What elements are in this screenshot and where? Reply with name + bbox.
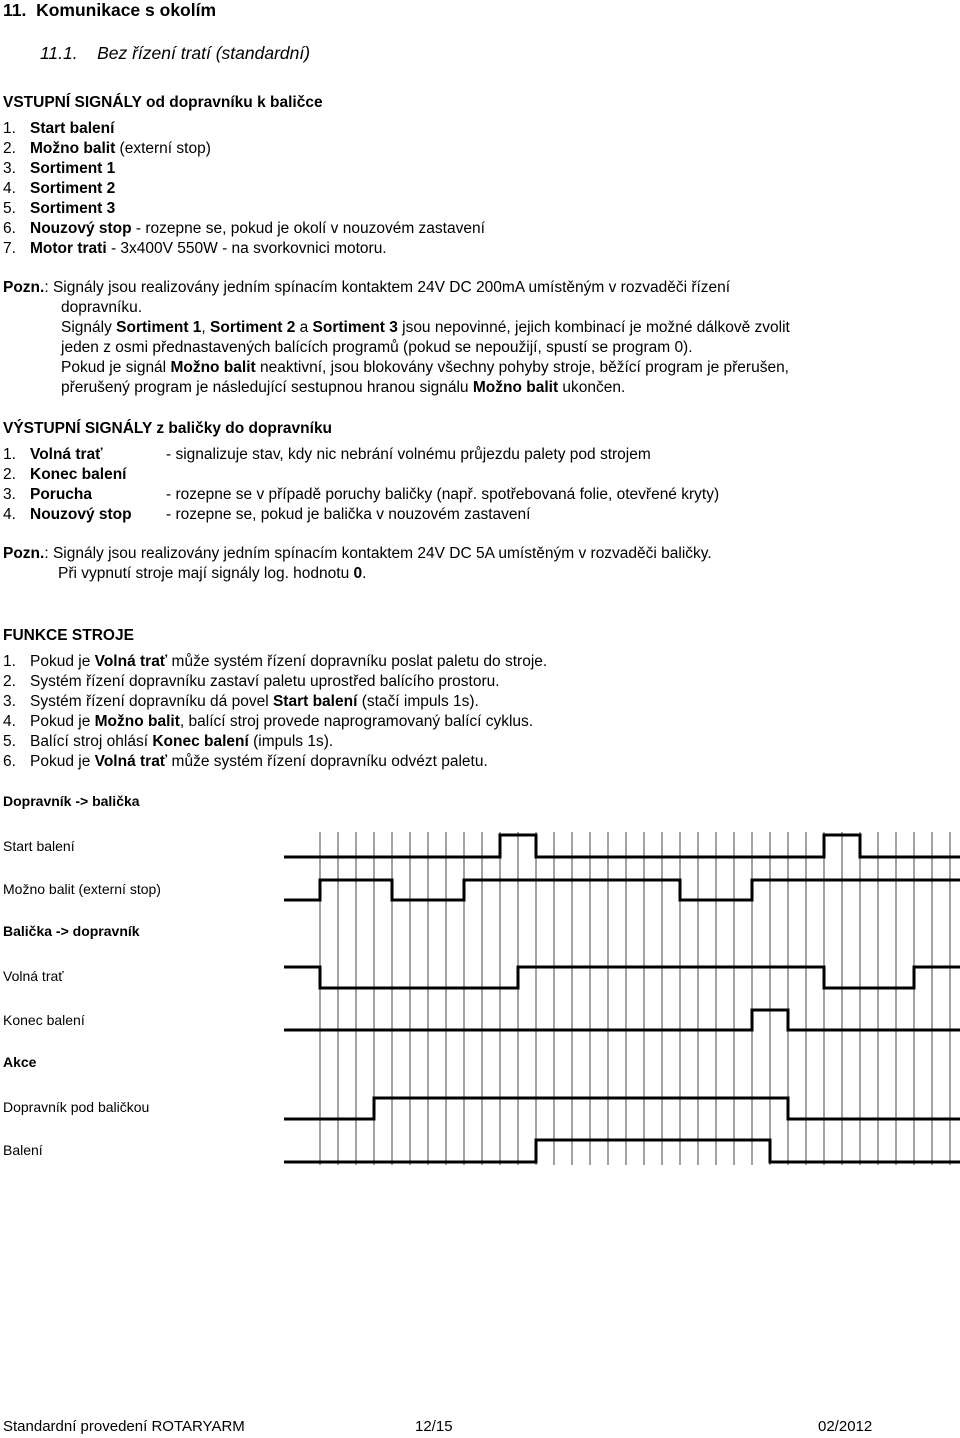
note-2: Pozn.: Signály jsou realizovány jedním spínacím kontaktem 24V DC 5A umístěným v rozvaděči baličky. Při vypnutí stroje mají signály log. hodnotu 0.: [3, 545, 712, 582]
timing-label-konec: Konec balení: [3, 1012, 85, 1028]
list-item: 4. Nouzový stop - rozepne se, pokud je balička v nouzovém zastavení: [3, 506, 531, 523]
list-item: 1. Volná trať - signalizuje stav, kdy nic nebrání volnému průjezdu palety pod strojem: [3, 446, 651, 463]
list-item: 6. Nouzový stop - rozepne se, pokud je okolí v nouzovém zastavení: [3, 220, 485, 237]
timing-label-start: Start balení: [3, 838, 75, 854]
list-item: 4. Pokud je Možno balit, balící stroj provede naprogramovaný balící cyklus.: [3, 713, 534, 730]
list-item: 7. Motor trati - 3x400V 550W - na svorkovnici motoru.: [3, 240, 387, 257]
waveform-dopravnik: [284, 1098, 960, 1119]
inputs-title: VSTUPNÍ SIGNÁLY od dopravníku k baličce: [3, 94, 323, 111]
list-item: 2. Konec balení: [3, 466, 127, 483]
footer-page: 12/15: [415, 1418, 453, 1435]
footer-date: 02/2012: [818, 1418, 873, 1435]
timing-group-actions: Akce: [3, 1054, 37, 1070]
timing-group-wrapper-to-conveyor: Balička -> dopravník: [3, 923, 140, 939]
subsection-number: 11.1.: [40, 43, 78, 63]
list-item: 2. Možno balit (externí stop): [3, 140, 211, 157]
waveform-konec: [284, 1010, 960, 1030]
waveform-start: [284, 835, 960, 857]
waveform-baleni: [284, 1140, 960, 1162]
timing-group-conveyor-to-wrapper: Dopravník -> balička: [3, 793, 140, 809]
timing-label-baleni: Balení: [3, 1142, 43, 1158]
section-title: Komunikace s okolím: [36, 0, 217, 20]
list-item: 3. Sortiment 1: [3, 160, 116, 177]
footer-left: Standardní provedení ROTARYARM: [3, 1418, 245, 1435]
list-item: 3. Porucha - rozepne se v případě poruchy baličky (např. spotřebovaná folie, otevřené kryty): [3, 486, 720, 503]
list-item: 1. Start balení: [3, 120, 115, 137]
list-item: 3. Systém řízení dopravníku dá povel Start balení (stačí impuls 1s).: [3, 693, 479, 710]
waveform-volna: [284, 967, 960, 988]
list-item: 6. Pokud je Volná trať může systém řízení dopravníku odvézt paletu.: [3, 753, 488, 770]
note-1: Pozn.: Signály jsou realizovány jedním spínacím kontaktem 24V DC 200mA umístěným v rozvaděči řízení dopravníku. Signály Sortiment 1, Sortiment 2 a Sortiment 3 jsou nepovinné, jejich kombinací je možné dálkově zvolit jeden z osmi přednastavených balících programů (pokud se nepoužijí, spustí se program 0). Pokud je signál Možno balit neaktivní, jsou blokovány všechny pohyby stroje, běžící program je přerušen, přerušený program je následující sestupnou hranou signálu Možno balit ukončen.: [3, 279, 790, 396]
timing-grid: [320, 832, 950, 1165]
list-item: 2. Systém řízení dopravníku zastaví paletu uprostřed balícího prostoru.: [3, 673, 500, 690]
subsection-title: Bez řízení tratí (standardní): [97, 43, 311, 63]
functions-title: FUNKCE STROJE: [3, 627, 134, 644]
section-number: 11.: [3, 0, 27, 20]
outputs-title: VÝSTUPNÍ SIGNÁLY z baličky do dopravníku: [3, 420, 333, 437]
list-item: 5. Sortiment 3: [3, 200, 116, 217]
list-item: 4. Sortiment 2: [3, 180, 116, 197]
list-item: 5. Balící stroj ohlásí Konec balení (impuls 1s).: [3, 733, 334, 750]
timing-label-mozno: Možno balit (externí stop): [3, 881, 161, 897]
waveform-mozno: [284, 880, 960, 900]
timing-label-volna: Volná trať: [3, 968, 64, 984]
list-item: 1. Pokud je Volná trať může systém řízení dopravníku poslat paletu do stroje.: [3, 653, 548, 670]
timing-label-dopravnik: Dopravník pod baličkou: [3, 1099, 150, 1115]
